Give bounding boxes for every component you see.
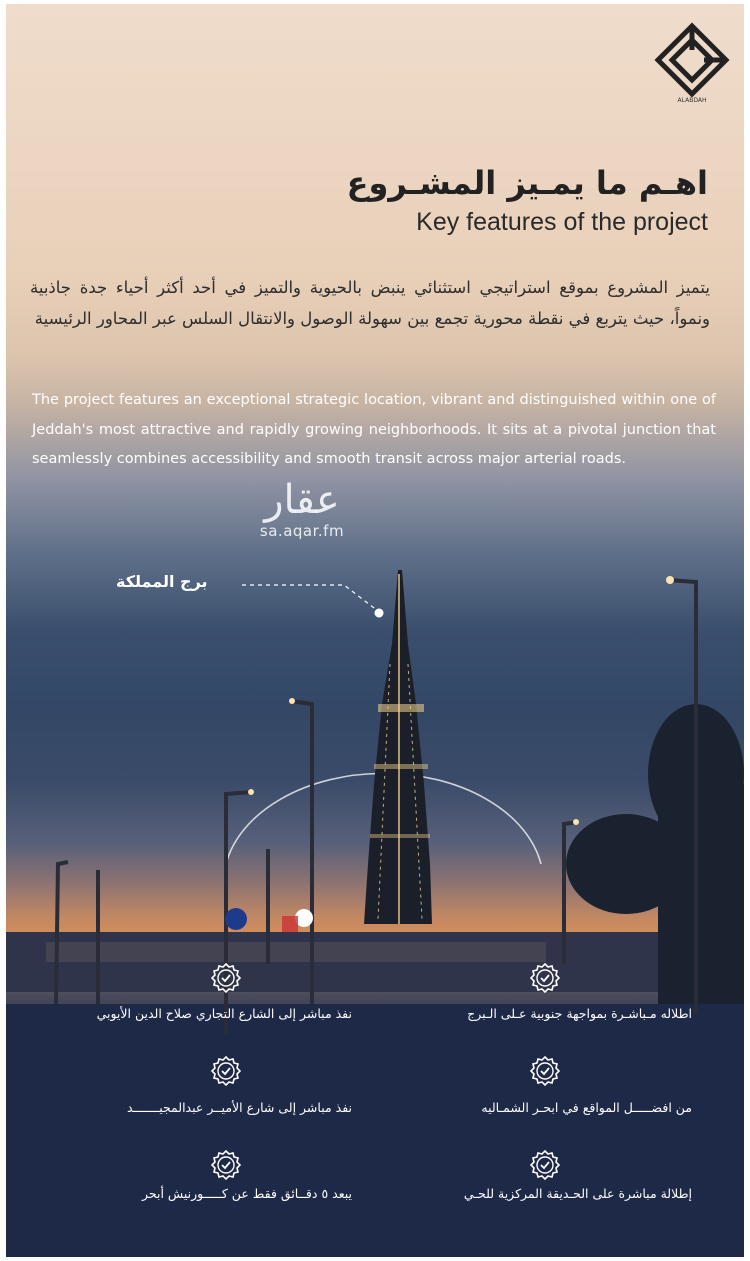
feature-text: نفذ مباشر إلى الشارع التجاري صلاح الدين الأيوبي (96, 1006, 352, 1021)
aqar-watermark (240, 478, 364, 540)
feature-text: يبعد ٥ دقــائق فقط عن كـــــورنيش أبحر (142, 1186, 352, 1201)
landmark-callout-dot (375, 609, 384, 618)
landmark-callout-line (242, 585, 378, 611)
feature-text: اطلاله مـباشـرة بمواجهة جنوبية عـلى الـبرج (467, 1006, 692, 1021)
watermark-url: sa.aqar.fm (259, 522, 345, 540)
page-title-english: Key features of the project (416, 208, 708, 236)
feature-text: إطلالة مباشرة على الحـديقة المركزية للحـي (463, 1186, 692, 1201)
watermark-arabic: عقار (264, 477, 340, 523)
badge-check-icon (210, 1055, 242, 1087)
badge-check-icon (529, 962, 561, 994)
badge-check-icon (210, 962, 242, 994)
feature-text: من افضـــــل المواقع في ابحـر الشمـاليه (481, 1100, 692, 1115)
page-title-arabic: اهـم ما يمـيز المشـروع (346, 164, 708, 202)
badge-check-icon (529, 1149, 561, 1181)
brand-logo-icon (652, 20, 732, 104)
landmark-label: برج المملكة (116, 572, 208, 591)
brand-logo-text: ALABDAH (677, 97, 707, 104)
feature-text: نفذ مباشر إلى شارع الأميــر عبدالمجيـــــــد (127, 1100, 352, 1115)
kingdom-tower (364, 570, 432, 924)
badge-check-icon (210, 1149, 242, 1181)
badge-check-icon (529, 1055, 561, 1087)
description-arabic: يتميز المشروع بموقع استراتيجي استثنائي ينبض بالحيوية والتميز في أحد أكثر أحياء جدة جاذبية ونمواً، حيث يتربع في نقطة محورية تجمع بين سهولة الوصول والانتقال السلس عبر المحاور الرئيسية (30, 278, 710, 328)
description-english: The project features an exceptional strategic location, vibrant and distinguished within one of Jeddah's most attractive and rapidly growing neighborhoods. It sits at a pivotal junction that seamlessly combines accessibility and smooth transit across major arterial roads. (32, 392, 716, 467)
project-features-card (6, 4, 744, 1257)
